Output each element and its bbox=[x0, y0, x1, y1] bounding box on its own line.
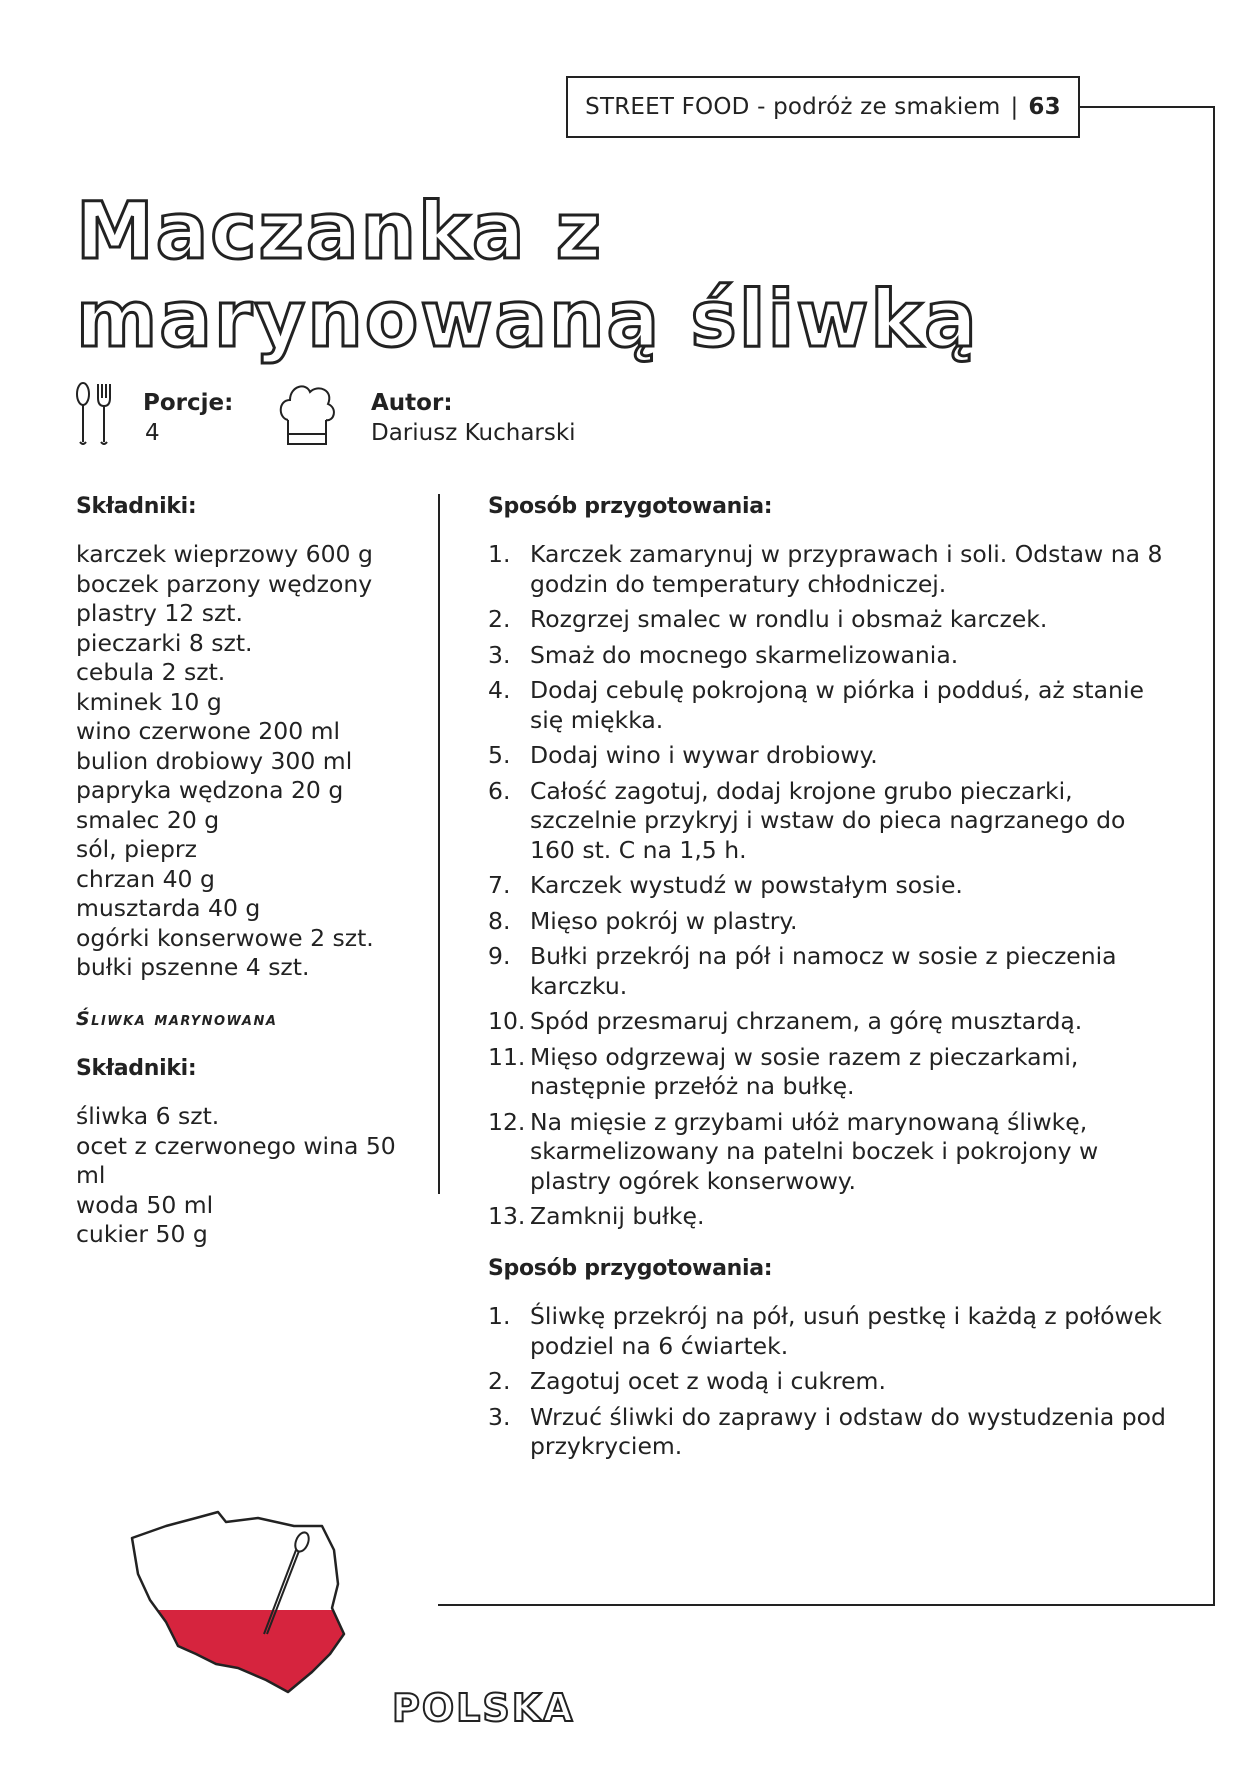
ingredient-item: karczek wieprzowy 600 g bbox=[76, 540, 373, 568]
ingredient-item: papryka wędzona 20 g bbox=[76, 776, 344, 804]
step-item bbox=[488, 540, 1168, 599]
frame-line-right bbox=[1213, 106, 1215, 1606]
step-text: Mięso pokrój w plastry. bbox=[530, 906, 798, 935]
step-number: 12. bbox=[488, 1107, 526, 1136]
skewer-icon bbox=[256, 1530, 316, 1640]
servings-label: Porcje: bbox=[143, 390, 234, 416]
step-item bbox=[488, 1202, 1168, 1232]
plum-ingredient-item: woda 50 ml bbox=[76, 1190, 214, 1219]
step-text: Smaż do mocnego skarmelizowania. bbox=[530, 640, 959, 669]
step-item bbox=[488, 605, 1168, 635]
ingredient-item: boczek parzony wędzony plastry 12 szt. bbox=[76, 569, 373, 627]
step-number: 2. bbox=[488, 1367, 511, 1395]
step-number: 2. bbox=[488, 605, 511, 633]
step-item bbox=[488, 1403, 1168, 1462]
plum-method-steps bbox=[488, 1302, 1168, 1468]
step-text: Karczek wystudź w powstałym sosie. bbox=[530, 871, 963, 899]
step-number: 7. bbox=[488, 871, 511, 899]
ingredients-heading: Składniki: bbox=[76, 494, 197, 519]
step-text: Na mięsie z grzybami ułóż marynowaną śliwkę, skarmelizowany na patelni boczek i pokrojony w plastry ogórek konserwowy. bbox=[530, 1107, 1099, 1195]
header-title: STREET FOOD - podróż ze smakiem bbox=[585, 94, 1001, 120]
plum-ingredient-item: cukier 50 g bbox=[76, 1220, 208, 1248]
step-number: 13. bbox=[488, 1202, 526, 1230]
step-number: 9. bbox=[488, 942, 511, 970]
step-number: 1. bbox=[488, 540, 511, 568]
ingredient-item: bułki pszenne 4 szt. bbox=[76, 953, 310, 981]
step-text: Dodaj wino i wywar drobiowy. bbox=[530, 741, 878, 769]
step-item bbox=[488, 1007, 1168, 1037]
page-number: 63 bbox=[1028, 94, 1061, 120]
step-text: Mięso odgrzewaj w sosie razem z pieczarkami, następnie przełóż na bułkę. bbox=[530, 1042, 1079, 1100]
frame-line-top bbox=[1080, 106, 1215, 108]
step-number: 5. bbox=[488, 741, 511, 769]
ingredients-list bbox=[76, 540, 376, 983]
header-separator: | bbox=[1010, 94, 1019, 120]
step-item bbox=[488, 1043, 1168, 1102]
step-item bbox=[488, 907, 1168, 937]
frame-line-bottom bbox=[438, 1604, 1215, 1606]
ingredient-item: musztarda 40 g bbox=[76, 894, 261, 922]
method-heading: Sposób przygotowania: bbox=[488, 494, 773, 519]
method-steps bbox=[488, 540, 1168, 1238]
ingredient-item: ogórki konserwowe 2 szt. bbox=[76, 923, 374, 952]
plum-ingredients-list bbox=[76, 1102, 396, 1250]
step-item bbox=[488, 1302, 1168, 1361]
country-name: POLSKA bbox=[392, 1686, 575, 1730]
step-item bbox=[488, 741, 1168, 771]
step-item bbox=[488, 1367, 1168, 1397]
plum-section-heading: Śliwka marynowana bbox=[76, 1008, 278, 1030]
recipe-title: Maczanka z marynowaną śliwką bbox=[76, 187, 979, 365]
author-label: Autor: bbox=[371, 390, 453, 416]
ingredient-item: kminek 10 g bbox=[76, 687, 222, 716]
step-number: 3. bbox=[488, 1402, 511, 1431]
ingredient-item: smalec 20 g bbox=[76, 805, 220, 834]
poland-map-icon bbox=[126, 1504, 354, 1704]
ingredient-item: bulion drobiowy 300 ml bbox=[76, 746, 353, 775]
column-divider bbox=[438, 494, 440, 1194]
step-number: 11. bbox=[488, 1042, 526, 1071]
step-number: 4. bbox=[488, 676, 511, 704]
step-number: 10. bbox=[488, 1007, 526, 1035]
plum-ingredient-item: śliwka 6 szt. bbox=[76, 1102, 220, 1130]
step-item bbox=[488, 942, 1168, 1001]
step-text: Rozgrzej smalec w rondlu i obsmaż karczek. bbox=[530, 605, 1048, 633]
step-number: 1. bbox=[488, 1302, 511, 1330]
plum-ingredient-item: ocet z czerwonego wina 50 ml bbox=[76, 1131, 396, 1189]
step-text: Zamknij bułkę. bbox=[530, 1202, 705, 1230]
step-text: Bułki przekrój na pół i namocz w sosie z pieczenia karczku. bbox=[530, 942, 1117, 1000]
cutlery-icon bbox=[74, 382, 114, 446]
step-number: 3. bbox=[488, 640, 511, 669]
step-text: Dodaj cebulę pokrojoną w piórka i podduś, aż stanie się miękka. bbox=[530, 676, 1144, 734]
servings-value: 4 bbox=[145, 420, 160, 446]
author-value: Dariusz Kucharski bbox=[371, 420, 576, 446]
step-item bbox=[488, 777, 1168, 866]
step-number: 8. bbox=[488, 906, 511, 935]
step-text: Całość zagotuj, dodaj krojone grubo pieczarki, szczelnie przykryj i wstaw do pieca nagrzanego do 160 st. C na 1,5 h. bbox=[530, 776, 1126, 864]
ingredient-item: chrzan 40 g bbox=[76, 864, 215, 893]
plum-method-heading: Sposób przygotowania: bbox=[488, 1256, 773, 1281]
step-text: Śliwkę przekrój na pół, usuń pestkę i każdą z połówek podziel na 6 ćwiartek. bbox=[530, 1302, 1162, 1360]
plum-ingredients-heading: Składniki: bbox=[76, 1056, 197, 1081]
ingredient-item: wino czerwone 200 ml bbox=[76, 717, 341, 745]
ingredient-item: cebula 2 szt. bbox=[76, 658, 226, 686]
ingredient-item: sól, pieprz bbox=[76, 835, 197, 863]
step-item bbox=[488, 676, 1168, 735]
step-item bbox=[488, 871, 1168, 901]
step-text: Zagotuj ocet z wodą i cukrem. bbox=[530, 1367, 886, 1395]
step-text: Wrzuć śliwki do zaprawy i odstaw do wystudzenia pod przykryciem. bbox=[530, 1402, 1166, 1460]
step-item bbox=[488, 641, 1168, 671]
step-text: Spód przesmaruj chrzanem, a górę musztardą. bbox=[530, 1007, 1083, 1035]
running-header bbox=[566, 76, 1080, 138]
step-number: 6. bbox=[488, 776, 511, 805]
ingredient-item: pieczarki 8 szt. bbox=[76, 628, 253, 657]
step-text: Karczek zamarynuj w przyprawach i soli. Odstaw na 8 godzin do temperatury chłodniczej. bbox=[530, 540, 1163, 598]
chef-hat-icon bbox=[276, 380, 338, 448]
step-item bbox=[488, 1108, 1168, 1197]
